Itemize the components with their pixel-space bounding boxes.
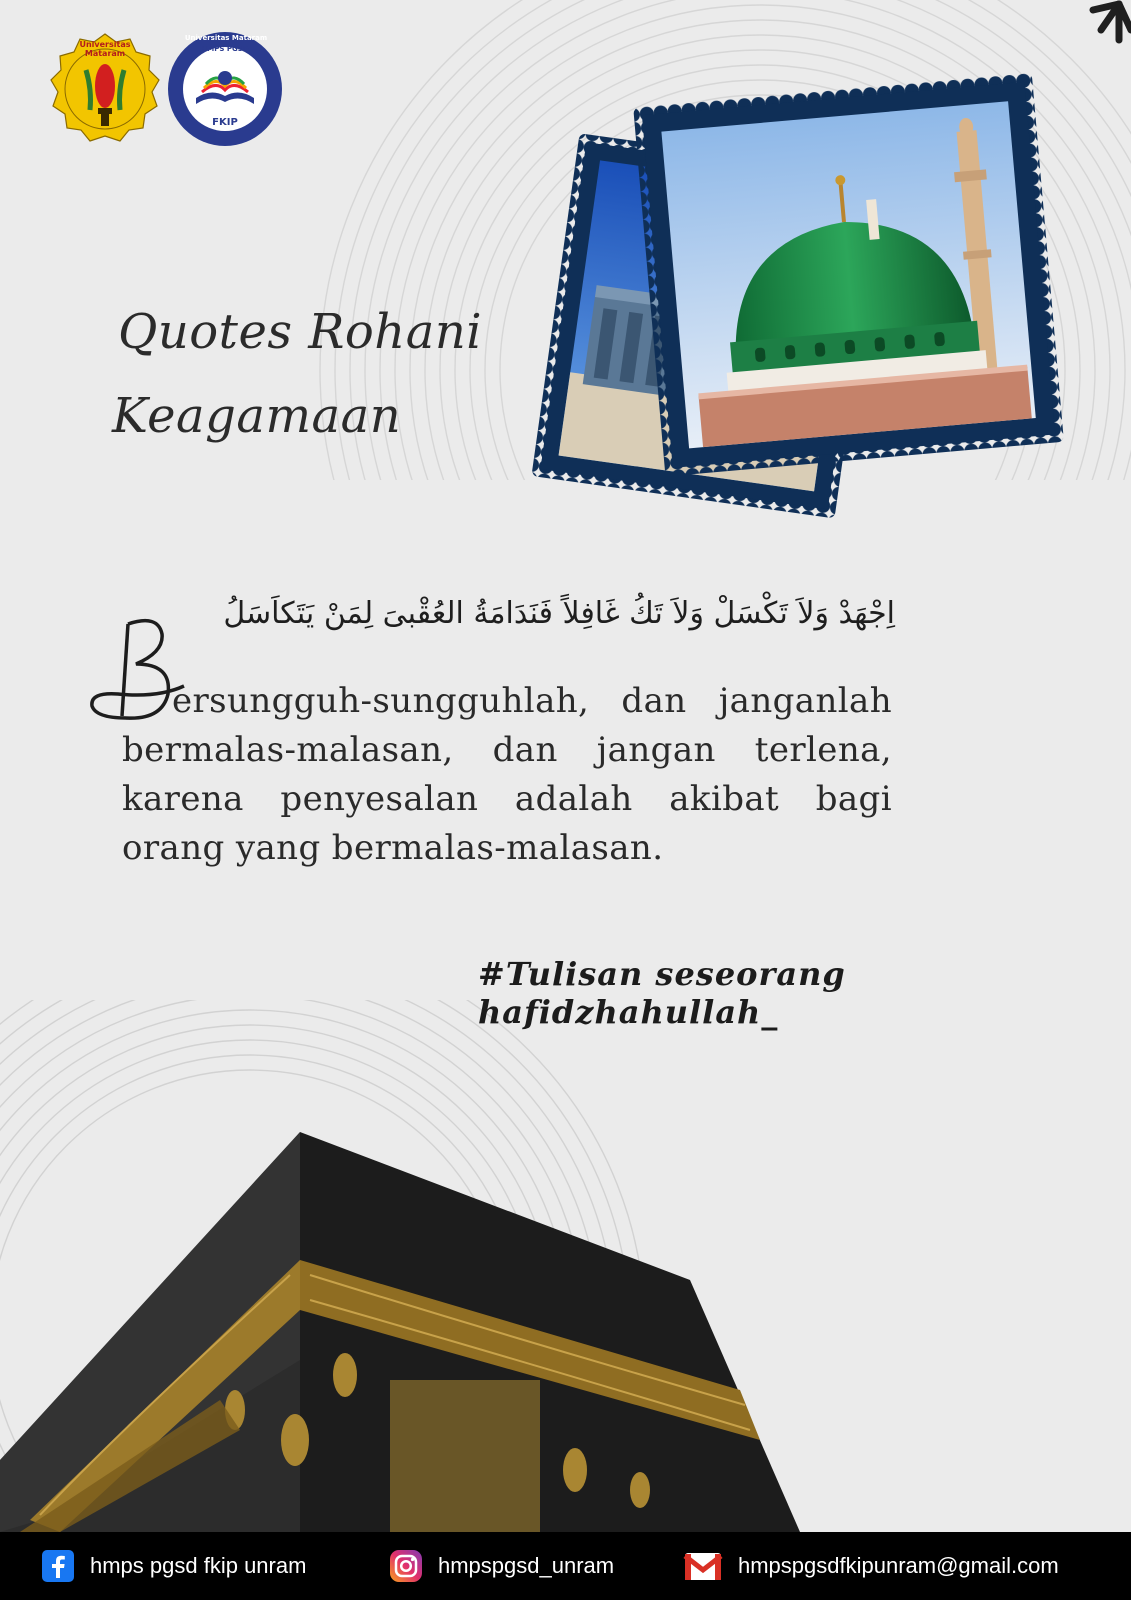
- email-address: hmpspgsdfkipunram@gmail.com: [738, 1553, 1059, 1578]
- hmps-logo-ring-text: Universitas Mataram: [184, 34, 268, 42]
- footer-bar: [0, 1532, 1131, 1600]
- arabic-quote: اِجْهَدْ وَلاَ تَكْسَلْ وَلاَ تَكُ غَافِلاً فَنَدَامَةُ العُقْبىَ لِمَنْ يَتَكاَسَلُ: [223, 596, 895, 631]
- quote-signature: #Tulisan seseorang hafidzhahullah_: [478, 955, 846, 1031]
- facebook-icon: [40, 1548, 76, 1584]
- facebook-handle: hmps pgsd fkip unram: [90, 1553, 307, 1578]
- instagram-icon: [388, 1548, 424, 1584]
- unram-logo-text: Universitas Mataram: [79, 40, 131, 58]
- gmail-icon: [682, 1548, 724, 1584]
- footer-instagram[interactable]: [388, 1532, 614, 1600]
- starburst-icon: [1041, 0, 1131, 48]
- mosque-photo-stamps: [530, 60, 1090, 530]
- translation-text: ersungguh-sungguhlah, dan janganlah bermalas-malasan, dan jangan terlena, karena penyesalan adalah akibat bagi orang yang bermalas-malasan.: [122, 681, 892, 868]
- footer-facebook[interactable]: [40, 1532, 306, 1600]
- title-line-1: Quotes Rohani: [118, 304, 483, 360]
- hmps-logo-center-text: HMPS PGSD: [201, 45, 249, 53]
- footer-email[interactable]: [682, 1532, 1059, 1600]
- quote-translation: [122, 677, 892, 873]
- kaaba-image: [0, 1100, 820, 1532]
- title-line-2: Keagamaan: [112, 388, 402, 444]
- hmps-logo-bottom-text: FKIP: [212, 117, 238, 128]
- page-title: [112, 290, 483, 458]
- instagram-handle: hmpspgsd_unram: [438, 1553, 615, 1578]
